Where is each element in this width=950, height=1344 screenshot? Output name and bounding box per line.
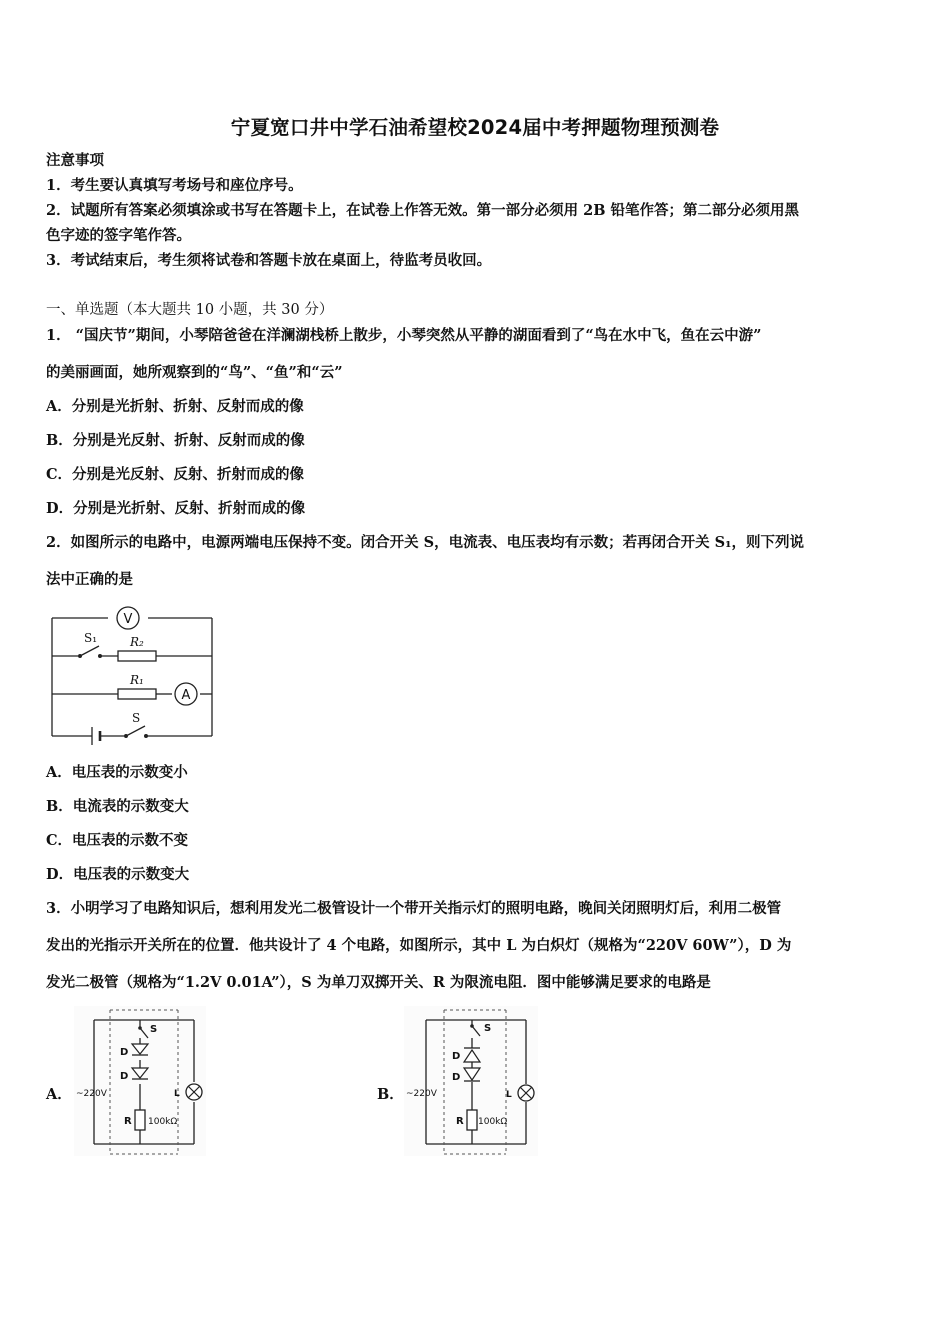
q3-option-b-circuit <box>400 1004 542 1158</box>
q3a-switch-label: S <box>150 1024 158 1035</box>
q3a-resistor-icon <box>135 1110 145 1130</box>
q3-stem-line1: 3．小明学习了电路知识后，想利用发光二极管设计一个带开关指示灯的照明电路，晚间关闭照明灯后，利用二极管 <box>46 900 782 917</box>
q3b-source-label: ~220V <box>406 1089 437 1099</box>
s1-label: S₁ <box>84 631 98 645</box>
q3b-switch-label: S <box>484 1023 492 1034</box>
q3b-resistor-icon <box>467 1110 477 1130</box>
q3b-resistance-label: 100kΩ <box>478 1117 508 1127</box>
q2-option-b: B．电流表的示数变大 <box>46 798 189 815</box>
q1-stem-line1: 1． “国庆节”期间，小琴陪爸爸在洋澜湖栈桥上散步，小琴突然从平静的湖面看到了“鸟在水中飞，鱼在云中游” <box>46 327 762 344</box>
q2-option-d: D．电压表的示数变大 <box>46 866 190 883</box>
q2-stem-line2: 法中正确的是 <box>46 571 133 588</box>
q1-option-c: C．分别是光反射、反射、折射而成的像 <box>46 466 305 483</box>
q2-circuit-diagram <box>44 598 224 750</box>
q3-stem-line3: 发光二极管（规格为“1.2V 0.01A”），S 为单刀双掷开关、R 为限流电阻．图中能够满足要求的电路是 <box>46 974 711 991</box>
q3-option-a-label: A． <box>46 1086 72 1103</box>
r2-label: R₂ <box>130 635 144 649</box>
page-title: 宁夏宽口井中学石油希望校2024届中考押题物理预测卷 <box>230 116 720 139</box>
notice-item-1: 1．考生要认真填写考场号和座位序号。 <box>46 177 303 194</box>
battery-icon <box>92 727 100 745</box>
q2-option-a: A．电压表的示数变小 <box>46 764 188 781</box>
q3-stem-line2: 发出的光指示开关所在的位置．他共设计了 4 个电路，如图所示，其中 L 为白炽灯（规格为“220V 60W”），D 为 <box>46 937 792 954</box>
q3b-diode-label-1: D <box>452 1051 461 1062</box>
q3b-lamp-label: L <box>506 1090 512 1100</box>
r1-label: R₁ <box>130 673 144 687</box>
q1-option-b: B．分别是光反射、折射、反射而成的像 <box>46 432 305 449</box>
q3-option-b-label: B． <box>377 1086 404 1103</box>
q3a-diode-label-1: D <box>120 1047 129 1058</box>
s-switch-icon <box>124 726 148 738</box>
q3b-diode-label-2: D <box>452 1072 461 1083</box>
q3a-lamp-label: L <box>174 1089 180 1099</box>
q3a-lamp-icon <box>186 1084 202 1100</box>
q3-option-a-circuit <box>70 1004 210 1158</box>
notice-item-3: 3．考试结束后，考生须将试卷和答题卡放在桌面上，待监考员收回。 <box>46 252 492 269</box>
r1-resistor-icon <box>118 689 156 699</box>
notice-heading: 注意事项 <box>46 152 104 169</box>
ammeter-icon <box>175 683 197 705</box>
q1-stem-line2: 的美丽画面，她所观察到的“鸟”、“鱼”和“云” <box>46 364 343 381</box>
q1-option-a: A．分别是光折射、折射、反射而成的像 <box>46 398 304 415</box>
q3b-resistor-label: R <box>456 1116 464 1127</box>
q1-option-d: D．分别是光折射、反射、折射而成的像 <box>46 500 306 517</box>
q3a-source-label: ~220V <box>76 1089 107 1099</box>
q3a-diode-label-2: D <box>120 1071 129 1082</box>
q2-stem-line1: 2．如图所示的电路中，电源两端电压保持不变。闭合开关 S，电流表、电压表均有示数；若再闭合开关 S₁，则下列说 <box>46 534 804 551</box>
q3b-lamp-icon <box>518 1085 534 1101</box>
notice-item-2-cont: 色字迹的签字笔作答。 <box>46 227 191 244</box>
notice-item-2: 2．试题所有答案必须填涂或书写在答题卡上，在试卷上作答无效。第一部分必须用 2B 铅笔作答；第二部分必须用黑 <box>46 202 800 219</box>
q2-option-c: C．电压表的示数不变 <box>46 832 189 849</box>
s1-switch-icon <box>78 646 102 658</box>
s-label: S <box>132 711 141 725</box>
r2-resistor-icon <box>118 651 156 661</box>
ammeter-label: A <box>181 688 191 703</box>
section-heading: 一、单选题（本大题共 10 小题，共 30 分） <box>46 302 334 318</box>
q3a-resistor-label: R <box>124 1116 132 1127</box>
voltmeter-label: V <box>123 612 133 627</box>
voltmeter-icon <box>117 607 139 629</box>
q3a-resistance-label: 100kΩ <box>148 1117 178 1127</box>
